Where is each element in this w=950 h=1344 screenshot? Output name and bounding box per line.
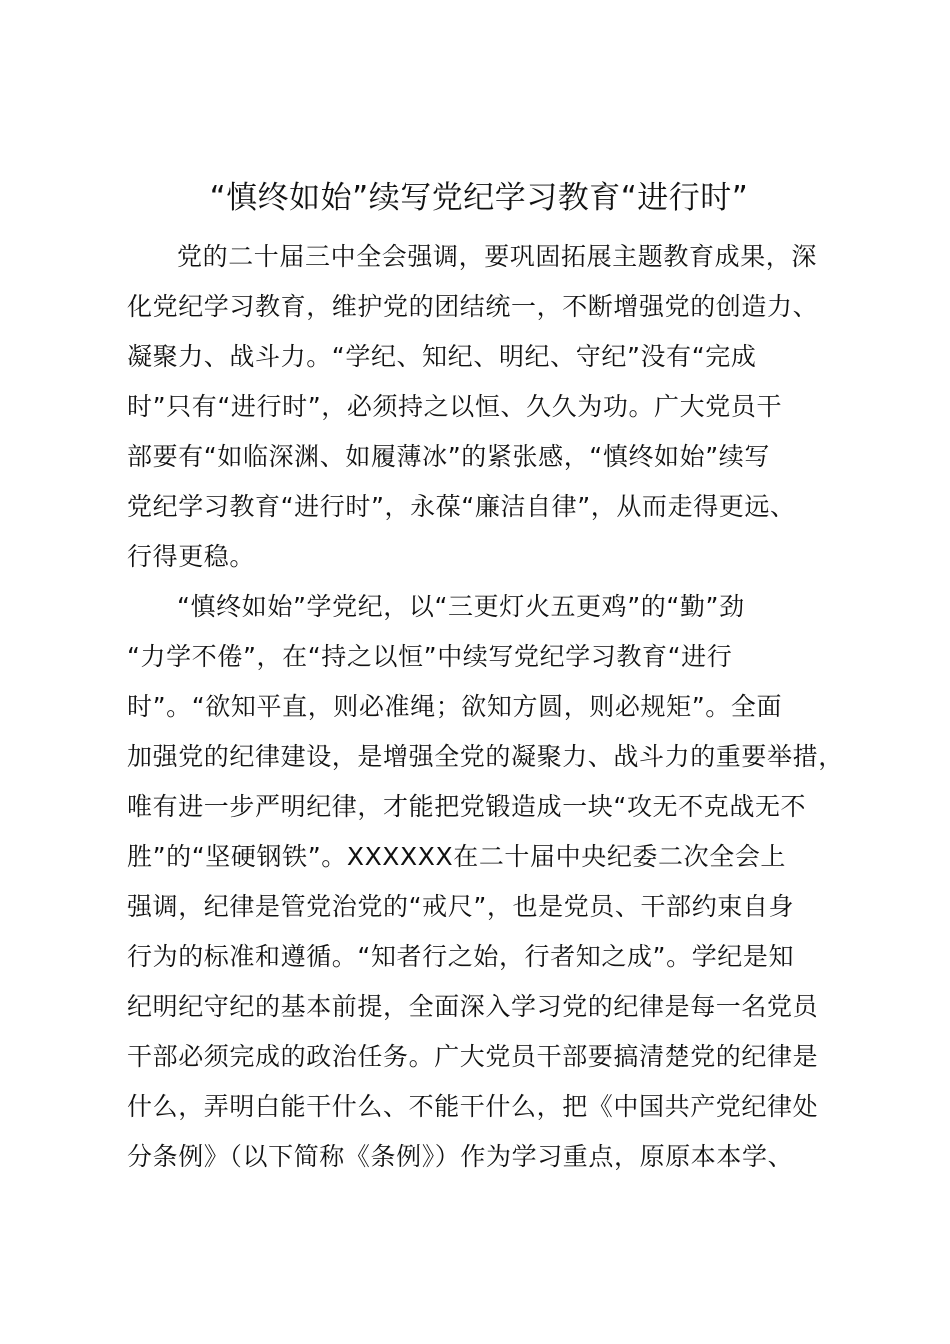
text-line: 加强党的纪律建设，是增强全党的凝聚力、战斗力的重要举措， xyxy=(127,742,844,771)
text-line: 分条例》（以下简称《条例》）作为学习重点，原原本本学、 xyxy=(127,1142,794,1171)
text-line: “力学不倦”，在“持之以恒”中续写党纪学习教育“进行 xyxy=(127,642,733,671)
text-line: 什么，弄明白能干什么、不能干什么，把《中国共产党纪律处 xyxy=(127,1092,819,1121)
text-line: 行为的标准和遵循。“知者行之始，行者知之成”。学纪是知 xyxy=(127,942,795,971)
text-line: 凝聚力、战斗力。“学纪、知纪、明纪、守纪”没有“完成 xyxy=(127,342,757,371)
text-line: “慎终如始”学党纪，以“三更灯火五更鸡”的“勤”劲 xyxy=(177,592,745,621)
text-line: 唯有进一步严明纪律，才能把党锻造成一块“攻无不克战无不 xyxy=(127,792,807,821)
text-line: 时”只有“进行时”，必须持之以恒、久久为功。广大党员干 xyxy=(127,392,783,421)
text-line: 部要有“如临深渊、如履薄冰”的紧张感，“慎终如始”续写 xyxy=(127,442,771,471)
text-line: 党纪学习教育“进行时”，永葆“廉洁自律”，从而走得更远、 xyxy=(127,492,796,521)
text-line: 行得更稳。 xyxy=(127,542,256,571)
text-line: 胜”的“坚硬钢铁”。XXXXXX在二十届中央纪委二次全会上 xyxy=(127,842,787,871)
text-line: 党的二十届三中全会强调，要巩固拓展主题教育成果，深 xyxy=(177,242,818,271)
text-line: 化党纪学习教育，维护党的团结统一，不断增强党的创造力、 xyxy=(127,292,819,321)
document-body xyxy=(127,232,844,1182)
text-line: 纪明纪守纪的基本前提，全面深入学习党的纪律是每一名党员 xyxy=(127,992,819,1021)
text-line: 干部必须完成的政治任务。广大党员干部要搞清楚党的纪律是 xyxy=(127,1042,819,1071)
document-title: “慎终如始”续写党纪学习教育“进行时” xyxy=(209,180,749,216)
paragraph-2 xyxy=(127,582,844,1182)
text-line: 时”。“欲知平直，则必准绳；欲知方圆，则必规矩”。全面 xyxy=(127,692,783,721)
text-line: 强调，纪律是管党治党的“戒尺”，也是党员、干部约束自身 xyxy=(127,892,795,921)
paragraph-1 xyxy=(127,232,839,582)
